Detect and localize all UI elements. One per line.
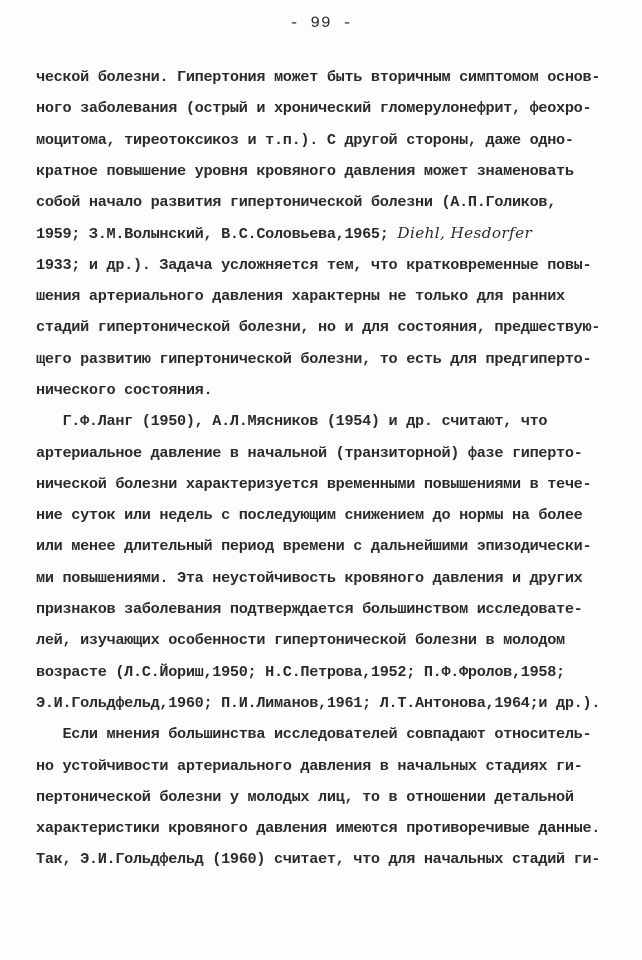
text-line: Если мнения большинства исследователей совпадают относитель- <box>36 725 592 744</box>
text-line: 1959; З.М.Волынский, В.С.Соловьева,1965; <box>36 225 389 244</box>
text-line: артериальное давление в начальной (транзиторной) фазе гиперто- <box>36 443 583 462</box>
text-line: кратное повышение уровня кровяного давления может знаменовать <box>36 161 574 180</box>
text-line: щего развитию гипертонической болезни, то есть для предгиперто- <box>36 349 592 368</box>
text-line: но устойчивости артериального давления в начальных стадиях ги- <box>36 756 583 775</box>
text-line: ного заболевания (острый и хронический гломерулонефрит, феохро- <box>36 99 592 118</box>
text-line: стадий гипертонической болезни, но и для состояния, предшествую- <box>36 318 601 337</box>
text-line: лей, изучающих особенности гипертонической болезни в молодом <box>36 631 565 650</box>
document-body <box>36 62 626 876</box>
text-line-with-handwriting <box>36 218 626 249</box>
text-line: нической болезни характеризуется временными повышениями в тече- <box>36 474 592 493</box>
text-line: Г.Ф.Ланг (1950), А.Л.Мясников (1954) и др. считают, что <box>36 412 548 431</box>
text-line: нического состояния. <box>36 380 213 399</box>
text-line: пертонической болезни у молодых лиц, то в отношении детальной <box>36 787 574 806</box>
text-line: ми повышениями. Эта неустойчивость кровяного давления и других <box>36 568 583 587</box>
text-line: собой начало развития гипертонической болезни (А.П.Голиков, <box>36 193 557 212</box>
text-line: моцитома, тиреотоксикоз и т.п.). С другой стороны, даже одно- <box>36 130 574 149</box>
handwritten-citation: Diehl, Hesdorfer <box>397 224 533 243</box>
text-line: ние суток или недель с последующим снижением до нормы на более <box>36 506 583 525</box>
text-line: Э.И.Гольдфельд,1960; П.И.Лиманов,1961; Л.Т.Антонова,1964;и др.). <box>36 693 601 712</box>
text-line: 1933; и др.). Задача усложняется тем, что кратковременные повы- <box>36 255 592 274</box>
text-line: признаков заболевания подтверждается большинством исследовате- <box>36 600 583 619</box>
text-line: шения артериального давления характерны не только для ранних <box>36 287 565 306</box>
text-line: Так, Э.И.Гольдфельд (1960) считает, что для начальных стадий ги- <box>36 850 601 869</box>
text-line: ческой болезни. Гипертония может быть вторичным симптомом основ- <box>36 68 601 86</box>
text-line: или менее длительный период времени с дальнейшими эпизодически- <box>36 537 592 556</box>
page-number: - 99 - <box>289 14 353 32</box>
text-line: характеристики кровяного давления имеются противоречивые данные. <box>36 819 601 838</box>
text-line: возрасте (Л.С.Йориш,1950; Н.С.Петрова,1952; П.Ф.Фролов,1958; <box>36 662 565 681</box>
